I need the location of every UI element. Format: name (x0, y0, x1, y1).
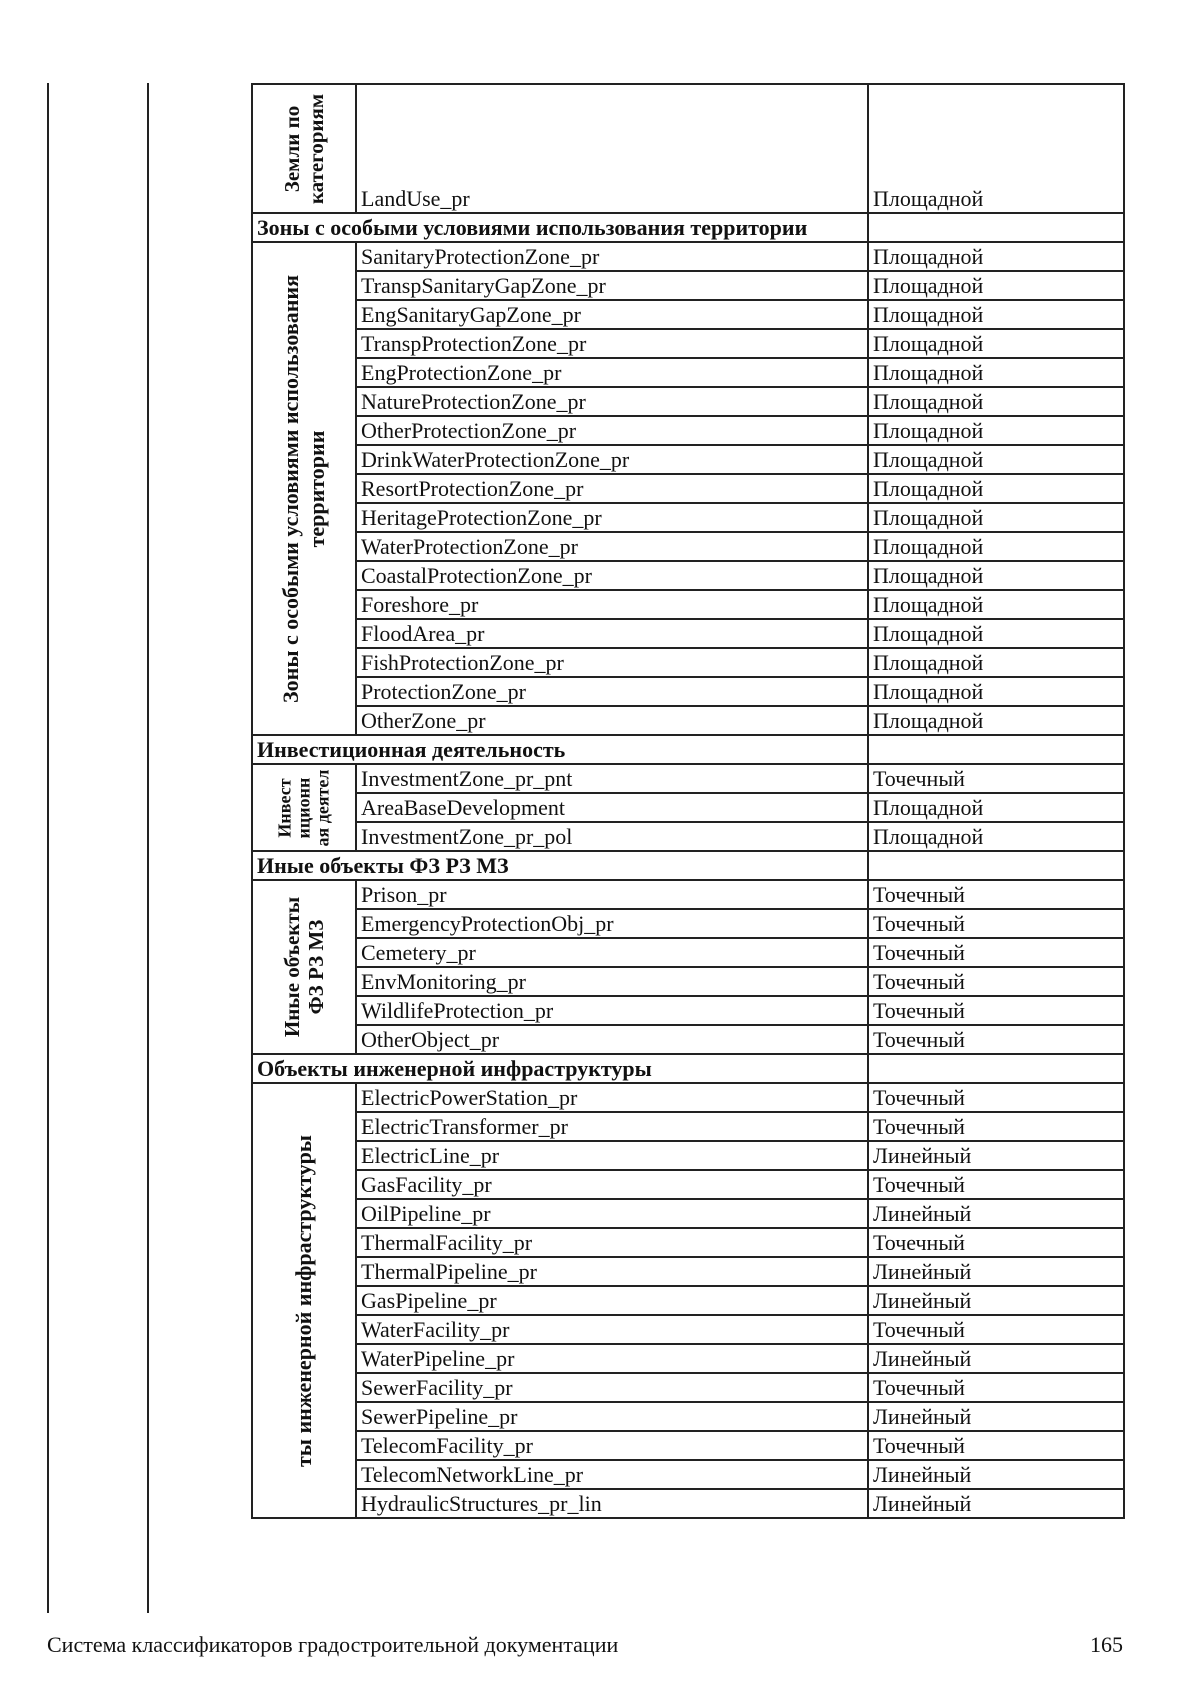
layer-name-cell: InvestmentZone_pr_pol (356, 822, 868, 851)
section-header-row (252, 735, 1124, 764)
table-row (252, 1402, 1124, 1431)
layer-name-cell: ResortProtectionZone_pr (356, 474, 868, 503)
layer-name-cell: SewerPipeline_pr (356, 1402, 868, 1431)
geometry-type-cell: Площадной (868, 242, 1124, 271)
table-row (252, 1112, 1124, 1141)
geometry-type-cell: Точечный (868, 1083, 1124, 1112)
layer-name-cell: LandUse_pr (356, 84, 868, 213)
layer-name-cell: GasPipeline_pr (356, 1286, 868, 1315)
layer-name-cell: EmergencyProtectionObj_pr (356, 909, 868, 938)
group-label-cell (252, 242, 356, 735)
table-row (252, 764, 1124, 793)
table-row (252, 1199, 1124, 1228)
layer-name-cell: EngProtectionZone_pr (356, 358, 868, 387)
table-row (252, 1373, 1124, 1402)
group-label-cell (252, 84, 356, 213)
layer-name-cell: ElectricTransformer_pr (356, 1112, 868, 1141)
layer-name-cell: ThermalFacility_pr (356, 1228, 868, 1257)
layer-name-cell: CoastalProtectionZone_pr (356, 561, 868, 590)
layer-name-cell: SewerFacility_pr (356, 1373, 868, 1402)
layer-name-cell: Prison_pr (356, 880, 868, 909)
section-type-cell (868, 735, 1124, 764)
geometry-type-cell: Линейный (868, 1344, 1124, 1373)
layer-name-cell: HydraulicStructures_pr_lin (356, 1489, 868, 1518)
table-row (252, 619, 1124, 648)
table-row (252, 532, 1124, 561)
layer-name-cell: OilPipeline_pr (356, 1199, 868, 1228)
geometry-type-cell: Площадной (868, 532, 1124, 561)
table-row (252, 474, 1124, 503)
page-number: 165 (1090, 1632, 1123, 1657)
table-row (252, 909, 1124, 938)
geometry-type-cell: Площадной (868, 619, 1124, 648)
geometry-type-cell: Площадной (868, 561, 1124, 590)
geometry-type-cell: Точечный (868, 1315, 1124, 1344)
table-row (252, 1025, 1124, 1054)
layer-name-cell: WaterPipeline_pr (356, 1344, 868, 1373)
section-header-row (252, 851, 1124, 880)
section-type-cell (868, 213, 1124, 242)
section-header-row (252, 1054, 1124, 1083)
geometry-type-cell: Линейный (868, 1402, 1124, 1431)
group-label: ты инженерной инфраструктуры (291, 1134, 316, 1467)
table-row (252, 271, 1124, 300)
layer-name-cell: Foreshore_pr (356, 590, 868, 619)
layer-name-cell: ThermalPipeline_pr (356, 1257, 868, 1286)
geometry-type-cell: Линейный (868, 1257, 1124, 1286)
group-label: Инвест иционн ая деятел (274, 769, 333, 847)
layer-name-cell: HeritageProtectionZone_pr (356, 503, 868, 532)
layer-name-cell: ProtectionZone_pr (356, 677, 868, 706)
table-row (252, 503, 1124, 532)
geometry-type-cell: Точечный (868, 996, 1124, 1025)
geometry-type-cell: Линейный (868, 1286, 1124, 1315)
table-row (252, 1489, 1124, 1518)
geometry-type-cell: Площадной (868, 590, 1124, 619)
margin-line-left (47, 83, 49, 1613)
group-label: Иные объекты ФЗ РЗ МЗ (280, 896, 328, 1038)
table-row (252, 1286, 1124, 1315)
layer-name-cell: WaterFacility_pr (356, 1315, 868, 1344)
layer-name-cell: OtherProtectionZone_pr (356, 416, 868, 445)
table-row (252, 793, 1124, 822)
section-type-cell (868, 1054, 1124, 1083)
group-label-cell (252, 1083, 356, 1518)
group-label: Зоны с особыми условиями использования территории (278, 274, 329, 703)
geometry-type-cell: Точечный (868, 1373, 1124, 1402)
geometry-type-cell: Линейный (868, 1141, 1124, 1170)
group-label-cell (252, 764, 356, 851)
layer-name-cell: OtherZone_pr (356, 706, 868, 735)
classifier-table (251, 83, 1125, 1519)
layer-name-cell: DrinkWaterProtectionZone_pr (356, 445, 868, 474)
table-row (252, 1344, 1124, 1373)
geometry-type-cell: Площадной (868, 677, 1124, 706)
layer-name-cell: WaterProtectionZone_pr (356, 532, 868, 561)
geometry-type-cell: Площадной (868, 706, 1124, 735)
layer-name-cell: ElectricLine_pr (356, 1141, 868, 1170)
table-row (252, 1083, 1124, 1112)
table-row (252, 84, 1124, 213)
geometry-type-cell: Точечный (868, 764, 1124, 793)
section-type-cell (868, 851, 1124, 880)
layer-name-cell: TelecomNetworkLine_pr (356, 1460, 868, 1489)
table-row (252, 880, 1124, 909)
geometry-type-cell: Площадной (868, 84, 1124, 213)
table-row (252, 1141, 1124, 1170)
table-row (252, 416, 1124, 445)
geometry-type-cell: Площадной (868, 329, 1124, 358)
geometry-type-cell: Площадной (868, 387, 1124, 416)
layer-name-cell: EngSanitaryGapZone_pr (356, 300, 868, 329)
table-row (252, 1460, 1124, 1489)
table-row (252, 300, 1124, 329)
geometry-type-cell: Точечный (868, 880, 1124, 909)
table-row (252, 677, 1124, 706)
geometry-type-cell: Площадной (868, 648, 1124, 677)
table-row (252, 358, 1124, 387)
geometry-type-cell: Точечный (868, 1025, 1124, 1054)
layer-name-cell: FishProtectionZone_pr (356, 648, 868, 677)
geometry-type-cell: Площадной (868, 271, 1124, 300)
layer-name-cell: InvestmentZone_pr_pnt (356, 764, 868, 793)
table-row (252, 996, 1124, 1025)
geometry-type-cell: Точечный (868, 1228, 1124, 1257)
section-title: Иные объекты ФЗ РЗ МЗ (252, 851, 868, 880)
table-row (252, 561, 1124, 590)
geometry-type-cell: Точечный (868, 909, 1124, 938)
group-label-cell (252, 880, 356, 1054)
geometry-type-cell: Точечный (868, 967, 1124, 996)
geometry-type-cell: Площадной (868, 822, 1124, 851)
layer-name-cell: TranspSanitaryGapZone_pr (356, 271, 868, 300)
geometry-type-cell: Площадной (868, 503, 1124, 532)
table-row (252, 242, 1124, 271)
table-row (252, 1431, 1124, 1460)
geometry-type-cell: Линейный (868, 1199, 1124, 1228)
table-row (252, 329, 1124, 358)
margin-line-inner (147, 83, 149, 1613)
geometry-type-cell: Площадной (868, 793, 1124, 822)
geometry-type-cell: Площадной (868, 358, 1124, 387)
table-row (252, 938, 1124, 967)
table-row (252, 1315, 1124, 1344)
layer-name-cell: Cemetery_pr (356, 938, 868, 967)
layer-name-cell: FloodArea_pr (356, 619, 868, 648)
geometry-type-cell: Площадной (868, 445, 1124, 474)
group-label: Земли по категориям (280, 93, 328, 204)
layer-name-cell: GasFacility_pr (356, 1170, 868, 1199)
layer-name-cell: SanitaryProtectionZone_pr (356, 242, 868, 271)
table-row (252, 1170, 1124, 1199)
table-row (252, 706, 1124, 735)
geometry-type-cell: Площадной (868, 474, 1124, 503)
geometry-type-cell: Точечный (868, 1170, 1124, 1199)
layer-name-cell: WildlifeProtection_pr (356, 996, 868, 1025)
table-row (252, 1228, 1124, 1257)
geometry-type-cell: Точечный (868, 1112, 1124, 1141)
table-row (252, 967, 1124, 996)
section-header-row (252, 213, 1124, 242)
geometry-type-cell: Линейный (868, 1489, 1124, 1518)
layer-name-cell: ElectricPowerStation_pr (356, 1083, 868, 1112)
footer-title: Система классификаторов градостроительной документации (47, 1632, 619, 1657)
layer-name-cell: AreaBaseDevelopment (356, 793, 868, 822)
table-row (252, 1257, 1124, 1286)
geometry-type-cell: Линейный (868, 1460, 1124, 1489)
section-title: Инвестиционная деятельность (252, 735, 868, 764)
section-title: Зоны с особыми условиями использования территории (252, 213, 868, 242)
geometry-type-cell: Точечный (868, 1431, 1124, 1460)
table-row (252, 590, 1124, 619)
classifier-table-body (252, 84, 1124, 1518)
table-row (252, 648, 1124, 677)
layer-name-cell: NatureProtectionZone_pr (356, 387, 868, 416)
layer-name-cell: TelecomFacility_pr (356, 1431, 868, 1460)
table-row (252, 822, 1124, 851)
layer-name-cell: EnvMonitoring_pr (356, 967, 868, 996)
table-row (252, 445, 1124, 474)
geometry-type-cell: Площадной (868, 300, 1124, 329)
geometry-type-cell: Площадной (868, 416, 1124, 445)
section-title: Объекты инженерной инфраструктуры (252, 1054, 868, 1083)
geometry-type-cell: Точечный (868, 938, 1124, 967)
table-row (252, 387, 1124, 416)
layer-name-cell: OtherObject_pr (356, 1025, 868, 1054)
layer-name-cell: TranspProtectionZone_pr (356, 329, 868, 358)
